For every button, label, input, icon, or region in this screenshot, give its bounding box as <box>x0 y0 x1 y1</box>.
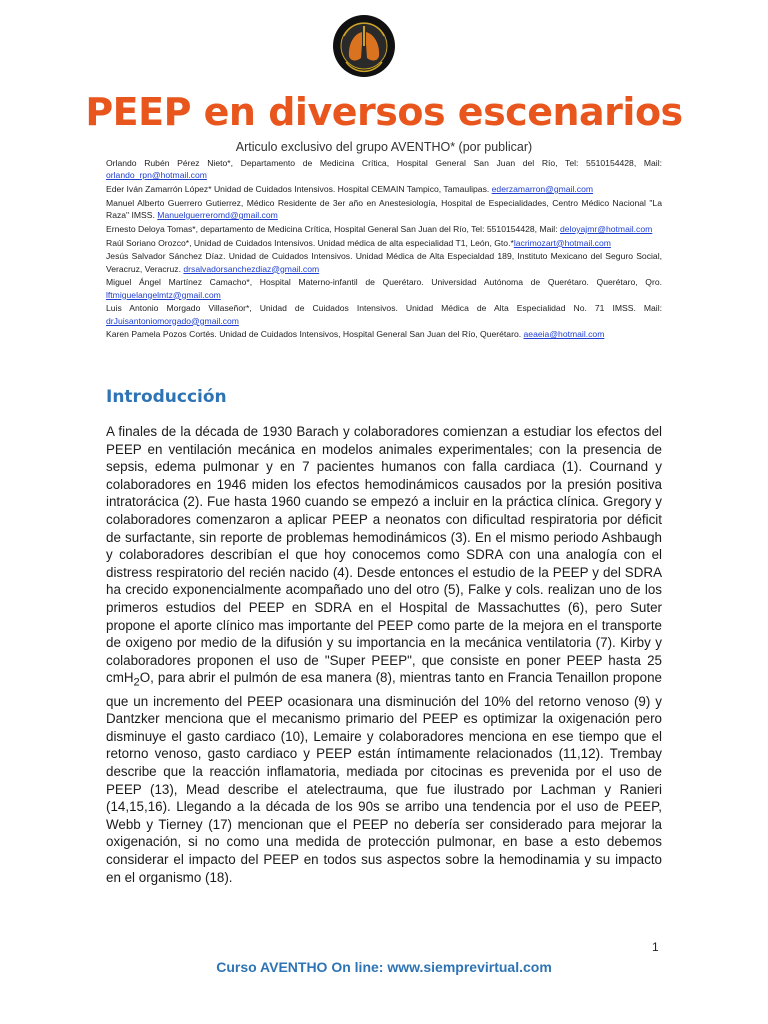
author-affiliation: Orlando Rubén Pérez Nieto*, Departamento de Medicina Crítica, Hospital General San Juan del Río, Tel: 5510154428, Mail: <box>106 158 662 168</box>
author-entry <box>106 197 662 221</box>
footer-course-link[interactable]: Curso AVENTHO On line: www.siemprevirtual.com <box>216 959 552 975</box>
author-email-link[interactable]: drsalvadorsanchezdiaz@gmail.com <box>183 263 320 274</box>
author-entry <box>106 237 662 249</box>
author-email-link[interactable]: orlando_rpn@hotmail.com <box>106 170 207 181</box>
author-email-link[interactable]: Manuelguerreromd@gmail.com <box>157 210 278 220</box>
author-entry <box>106 223 662 235</box>
author-affiliation: Raúl Soriano Orozco*, Unidad de Cuidados Intensivos. Unidad médica de alta especialidad T1, León, Gto.* <box>106 237 514 248</box>
subscript: 2 <box>133 676 140 689</box>
introduction-paragraph <box>106 423 662 886</box>
aventho-logo <box>332 14 396 78</box>
author-email-link[interactable]: drJuisantoniomorgado@gmail.com <box>106 315 239 326</box>
author-email-link[interactable]: aeaeia@hotmail.com <box>523 329 605 340</box>
author-entry <box>106 157 662 181</box>
author-affiliation: Jesús Salvador Sánchez Díaz. Unidad de Cuidados Intensivos. Unidad Médica de Alta Especialdad 189, Instituto Mexicano del Seguro Social, Veracruz, Veracruz. <box>106 251 662 274</box>
author-entry <box>106 328 662 340</box>
author-email-link[interactable]: lacrimozart@hotmail.com <box>513 237 611 248</box>
author-email-link[interactable]: deloyajmr@hotmail.com <box>559 223 653 234</box>
body-text-part: A finales de la década de 1930 Barach y colaboradores comienzan a estudiar los efectos del PEEP en ventilación mecánica en modelos animales experimentales; con la presencia de sepsis, edema pulmonar y en 7 pacientes humanos con falla cardiaca (1). Cournand y colaboradores en 1946 miden los efectos hemodinámicos causados por la presión positiva intratorácica (2). Fue hasta 1960 cuando se empezó a incluir en la práctica clínica. Gregory y colaboradores comenzaron a aplicar PEEP a neonatos con dificultad respiratoria por déficit de surfactante, sin reporte de problemas hemodinámicos (3). En el mismo periodo Ashbaugh y colaboradores describían el que hoy conocemos como SDRA con una analogía con el distress respiratorio del recién nacido (4). Desde entonces el estudio de la PEEP y del SDRA ha crecido exponencialmente acompañado uno del otro (5), Falke y cols. realizan uno de los primeros estudios del PEEP en SDRA en el Hospital de Massachuttes (6), pero Suter propone el aporte clínico mas importante del PEEP como parte de la mejora en el transporte de oxigeno por medio de la difusión y su importancia en la mecánica ventilatoria (7). Kirby y colaboradores proponen el uso de "Super PEEP", que consiste en poner PEEP hasta 25 cmH <box>106 424 662 686</box>
page-number: 1 <box>652 940 659 954</box>
author-affiliation: Luis Antonio Morgado Villaseñor*, Unidad de Cuidados Intensivos. Unidad Médica de Alta Especialidad No. 71 IMSS. Mail: <box>106 303 662 314</box>
author-affiliation: Karen Pamela Pozos Cortés. Unidad de Cuidados Intensivos, Hospital General San Juan del Río, Querétaro. <box>106 329 524 340</box>
author-list <box>106 157 662 342</box>
author-affiliation: Ernesto Deloya Tomas*, departamento de Medicina Crítica, Hospital General San Juan del Río, Tel: 5510154428, Mail: <box>106 223 560 234</box>
author-email-link[interactable]: lftmiguelangelmtz@gmail.com <box>106 289 221 300</box>
section-heading-introduccion: Introducción <box>106 387 227 407</box>
document-title: PEEP en diversos escenarios <box>85 90 683 134</box>
author-affiliation: Eder Iván Zamarrón López* Unidad de Cuidados Intensivos. Hospital CEMAIN Tampico, Tamaulipas. <box>106 184 492 194</box>
author-entry <box>106 250 662 274</box>
author-entry <box>106 302 662 326</box>
author-entry <box>106 276 662 300</box>
author-email-link[interactable]: ederzamarron@gmail.com <box>491 184 594 194</box>
author-affiliation: Miguel Ángel Martínez Camacho*, Hospital Materno-infantil de Querétaro. Universidad Autónoma de Querétaro. Querétaro, Qro. <box>106 277 662 288</box>
author-affiliation: Manuel Alberto Guerrero Gutierrez, Médico Residente de 3er año en Anestesiología, Hospital de Especialidades, Centro Médico Nacional "La Raza" IMSS. <box>106 197 662 220</box>
author-entry <box>106 183 662 195</box>
body-text-part: O, para abrir el pulmón de esa manera (8), mientras tanto en Francia Tenaillon propone que un incremento del PEEP ocasionara una disminución del 10% del retorno venoso (9) y Dantzker menciona que el mecanismo primario del PEEP es optimizar la oxigenación pero disminuye el gasto cardiaco (10), Lemaire y colaboradores menciona en ese tiempo que el retorno venoso, gasto cardiaco y PEEP están íntimamente relacionados (11,12). Trembay describe que la reacción inflamatoria, mediada por citocinas es prevenida por el uso de PEEP (13), Mead describe el atelectrauma, que fue ilustrado por Lachman y Ranieri (14,15,16). Llegando a la década de los 90s se arribo una tendencia por el uso de PEEP, Webb y Tierney (17) mencionan que el PEEP no debería ser considerado para mejorar la oxigenación, si no como una medida de protección pulmonar, en base a esto debemos considerar el impacto del PEEP en todos sus aspectos sobre la hemodinamia y su impacto en el organismo (18). <box>106 670 662 885</box>
document-subtitle: Articulo exclusivo del grupo AVENTHO* (por publicar) <box>235 140 533 154</box>
